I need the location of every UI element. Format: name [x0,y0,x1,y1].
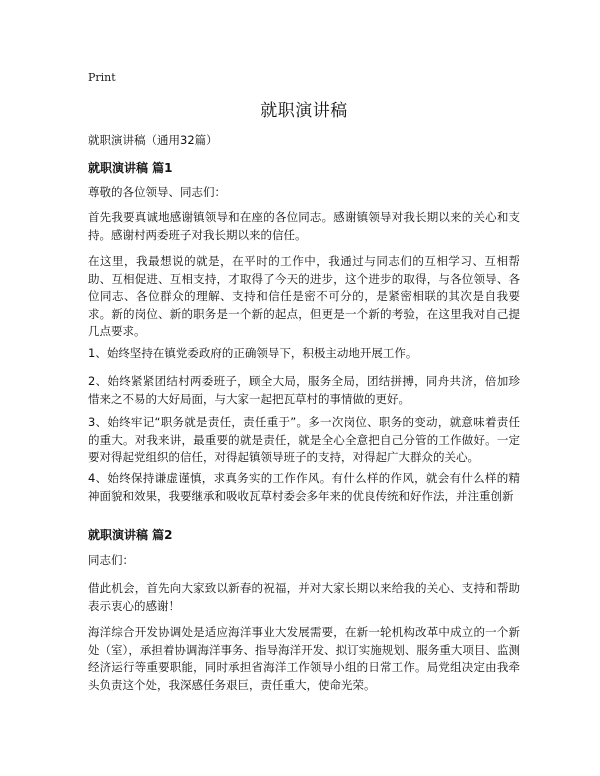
paragraph: 首先我要真诚地感谢镇领导和在座的各位同志。感谢镇领导对我长期以来的关心和支持。感谢村两委班子对我长期以来的信任。 [88,210,520,242]
document-subtitle: 就职演讲稿（通用32篇） [88,133,218,147]
paragraph: 1、始终坚持在镇党委政府的正确领导下，积极主动地开展工作。 [88,346,418,360]
section-heading-1: 就职演讲稿 篇1 [88,161,173,175]
paragraph: 3、始终牢记“职务就是责任，责任重于”。多一次岗位、职务的变动，就意味着责任的重大。对我来讲，最重要的就是责任，就是全心全意把自己分管的工作做好。一定要对得起党组织的信任，对得起镇领导班子的支持，对得起广大群众的关心。 [88,415,520,464]
paragraph: 尊敬的各位领导、同志们： [88,185,226,199]
paragraph: 同志们： [88,553,134,567]
section-heading-2: 就职演讲稿 篇2 [88,528,173,542]
paragraph: 在这里，我最想说的就是，在平时的工作中，我通过与同志们的互相学习、互相帮助、互相促进、互相支持，才取得了今天的进步，这个进步的取得，与各位领导、各位同志、各位群众的理解、支持和信任是密不可分的，是紧密相联的其次是自我要求。新的岗位、新的职务是一个新的起点，但更是一个新的考验，在这里我对自己提几点要求。 [88,254,520,338]
paragraph: 借此机会，首先向大家致以新春的祝福，并对大家长期以来给我的关心、支持和帮助表示衷心的感谢！ [88,581,520,613]
document-title: 就职演讲稿 [260,101,348,121]
paragraph: 海洋综合开发协调处是适应海洋事业大发展需要，在新一轮机构改革中成立的一个新处（室），承担着协调海洋事务、指导海洋开发、拟订实施规划、服务重大项目、监测经济运行等重要职能，同时承担省海洋工作领导小组的日常工作。局党组决定由我牵头负责这个处，我深感任务艰巨，责任重大，使命光荣。 [88,625,520,692]
print-link[interactable]: Print [88,71,116,84]
paragraph: 4、始终保持谦虚谨慎，求真务实的工作作风。有什么样的作风，就会有什么样的精神面貌和效果，我要继承和吸收瓦草村委会多年来的优良传统和好作法，并注重创新 [88,471,520,503]
paragraph: 2、始终紧紧团结村两委班子，顾全大局，服务全局，团结拼搏，同舟共济，倍加珍惜来之不易的大好局面，与大家一起把瓦草村的事情做的更好。 [88,374,520,406]
